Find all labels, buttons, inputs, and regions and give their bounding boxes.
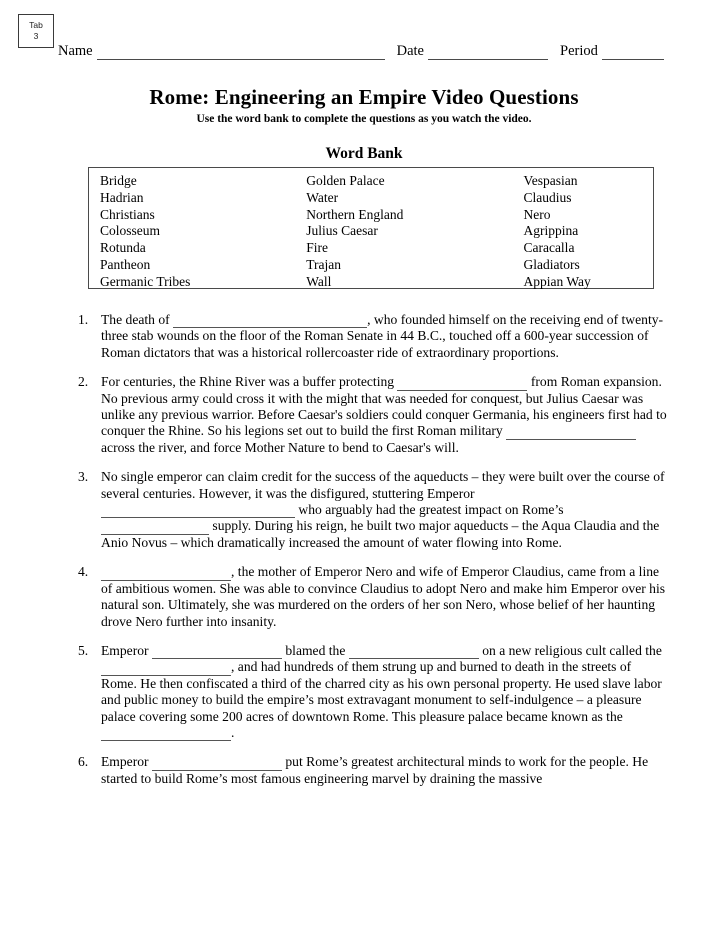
date-field[interactable]: [428, 46, 548, 60]
question-list: [70, 312, 670, 800]
question-text-run: across the river, and force Mother Nature to bend to Caesar's will.: [101, 439, 459, 455]
word-bank-item[interactable]: Water: [306, 189, 339, 205]
word-bank-item[interactable]: Nero: [523, 206, 551, 222]
question-text: [101, 643, 670, 741]
word-bank-item[interactable]: Caracalla: [523, 240, 575, 256]
word-bank-item[interactable]: Colosseum: [100, 223, 161, 239]
answer-blank[interactable]: [101, 663, 231, 676]
question-text-run: blamed the: [281, 642, 349, 658]
question-text-run: on a new religious cult called the: [478, 642, 662, 658]
period-field[interactable]: [602, 46, 664, 60]
word-bank-item[interactable]: Fire: [306, 240, 328, 256]
word-bank-item[interactable]: Christians: [100, 206, 155, 222]
tab-marker: [18, 14, 54, 48]
student-info-line: [58, 43, 658, 60]
question-text-run: Emperor: [101, 754, 152, 770]
question-text-run: .: [231, 724, 235, 740]
question-number: 1.: [78, 312, 89, 327]
name-label: Name: [58, 43, 93, 59]
answer-blank[interactable]: [101, 568, 231, 581]
question-item: [70, 469, 670, 551]
word-bank-columns: [89, 168, 653, 291]
word-bank-item[interactable]: Trajan: [306, 256, 342, 272]
answer-blank[interactable]: [152, 758, 282, 771]
word-bank-item[interactable]: Gladiators: [523, 256, 580, 272]
question-text-run: , who founded himself on the receiving end of twenty-three stab wounds on the floor of the Roman Senate in 44 B.C., touched off a 600-year succession of Roman dictators that was a historical rollercoaster ride of extraordinary proportions.: [101, 312, 664, 360]
word-bank-column: [523, 173, 653, 291]
question-number: 3.: [78, 469, 89, 485]
question-text: [101, 754, 670, 787]
question-text: [101, 374, 670, 456]
page-title: Rome: Engineering an Empire Video Questions: [149, 85, 579, 109]
question-text: [101, 564, 670, 630]
word-bank-item[interactable]: Golden Palace: [306, 173, 385, 188]
word-bank-item[interactable]: Northern England: [306, 206, 404, 222]
question-item: [70, 564, 670, 630]
word-bank-item[interactable]: Hadrian: [100, 189, 144, 205]
answer-blank[interactable]: [349, 646, 479, 659]
question-number: 2.: [78, 374, 89, 390]
question-text-run: , the mother of Emperor Nero and wife of Emperor Claudius, came from a line of ambitious women. She was able to convince Claudius to adopt Nero and make him Emperor over his natural son. Ultimately, she was murdered on the orders of her son Nero, whose belief of her haunting drove Nero further into insanity.: [101, 564, 666, 629]
word-bank-item[interactable]: Bridge: [100, 173, 137, 188]
question-text-run: No single emperor can claim credit for the success of the aqueducts – they were built over the course of several centuries. However, it was the disfigured, stuttering Emperor: [101, 469, 665, 501]
question-item: [70, 374, 670, 456]
question-text-run: who arguably had the greatest impact on Rome’s: [295, 502, 564, 518]
question-number: 4.: [78, 564, 89, 580]
answer-blank[interactable]: [101, 728, 231, 741]
word-bank-item[interactable]: Vespasian: [523, 173, 578, 188]
question-text-run: , and had hundreds of them strung up and burned to death in the streets of Rome. He then confiscated a third of the charred city as his own personal property. He used slave labor and public money to build the empire’s most extravagant monument to self-indulgence – a pleasure palace covering some 200 acres of downtown Rome. This pleasure palace became known as the: [101, 659, 662, 724]
answer-blank[interactable]: [101, 505, 295, 518]
question-text: [101, 469, 670, 551]
question-number: 6.: [78, 754, 89, 770]
question-number: 5.: [78, 642, 89, 658]
word-bank-item[interactable]: Wall: [306, 273, 332, 289]
word-bank-heading: Word Bank: [325, 145, 403, 162]
question-item: [70, 312, 670, 361]
word-bank-column: [306, 173, 523, 291]
word-bank-item[interactable]: Agrippina: [523, 223, 579, 239]
word-bank-item[interactable]: Appian Way: [523, 273, 591, 289]
question-item: [70, 754, 670, 787]
answer-blank[interactable]: [101, 522, 209, 535]
word-bank-item[interactable]: Claudius: [523, 189, 572, 205]
question-text-run: supply. During his reign, he built two major aqueducts – the Aqua Claudia and the Anio Novus – which dramatically increased the amount of water flowing into Rome.: [101, 518, 660, 550]
question-item: [70, 643, 670, 741]
date-label: Date: [396, 43, 424, 59]
answer-blank[interactable]: [506, 427, 636, 440]
answer-blank[interactable]: [397, 378, 527, 391]
question-text-run: Emperor: [101, 642, 152, 658]
page-subtitle: Use the word bank to complete the questions as you watch the video.: [196, 113, 532, 125]
question-text: [101, 312, 670, 361]
question-text-run: put Rome’s greatest architectural minds to work for the people. He started to build Rome’s most famous engineering marvel by draining the massive: [101, 754, 649, 786]
tab-marker-number: 3: [33, 31, 39, 41]
word-bank-item[interactable]: Rotunda: [100, 240, 146, 256]
question-text-run: The death of: [101, 312, 174, 327]
answer-blank[interactable]: [152, 646, 282, 659]
answer-blank[interactable]: [173, 315, 367, 328]
word-bank-item[interactable]: Pantheon: [100, 256, 151, 272]
question-text-run: For centuries, the Rhine River was a buffer protecting: [101, 374, 398, 390]
question-text-run: from Roman expansion. No previous army could cross it with the might that was needed for conquest, but Julius Caesar was unlike any previous warrior. Before Caesar's soldiers could conquer Germania, his engineers first had to conquer the Rhine. So his legions set out to build the first Roman military: [101, 374, 667, 439]
word-bank-column: [89, 173, 306, 291]
name-field[interactable]: [97, 46, 385, 60]
word-bank-box: [88, 167, 654, 289]
period-label: Period: [560, 43, 598, 59]
word-bank-item[interactable]: Julius Caesar: [306, 223, 378, 239]
word-bank-item[interactable]: Germanic Tribes: [100, 273, 191, 289]
tab-marker-label: Tab: [29, 20, 43, 30]
